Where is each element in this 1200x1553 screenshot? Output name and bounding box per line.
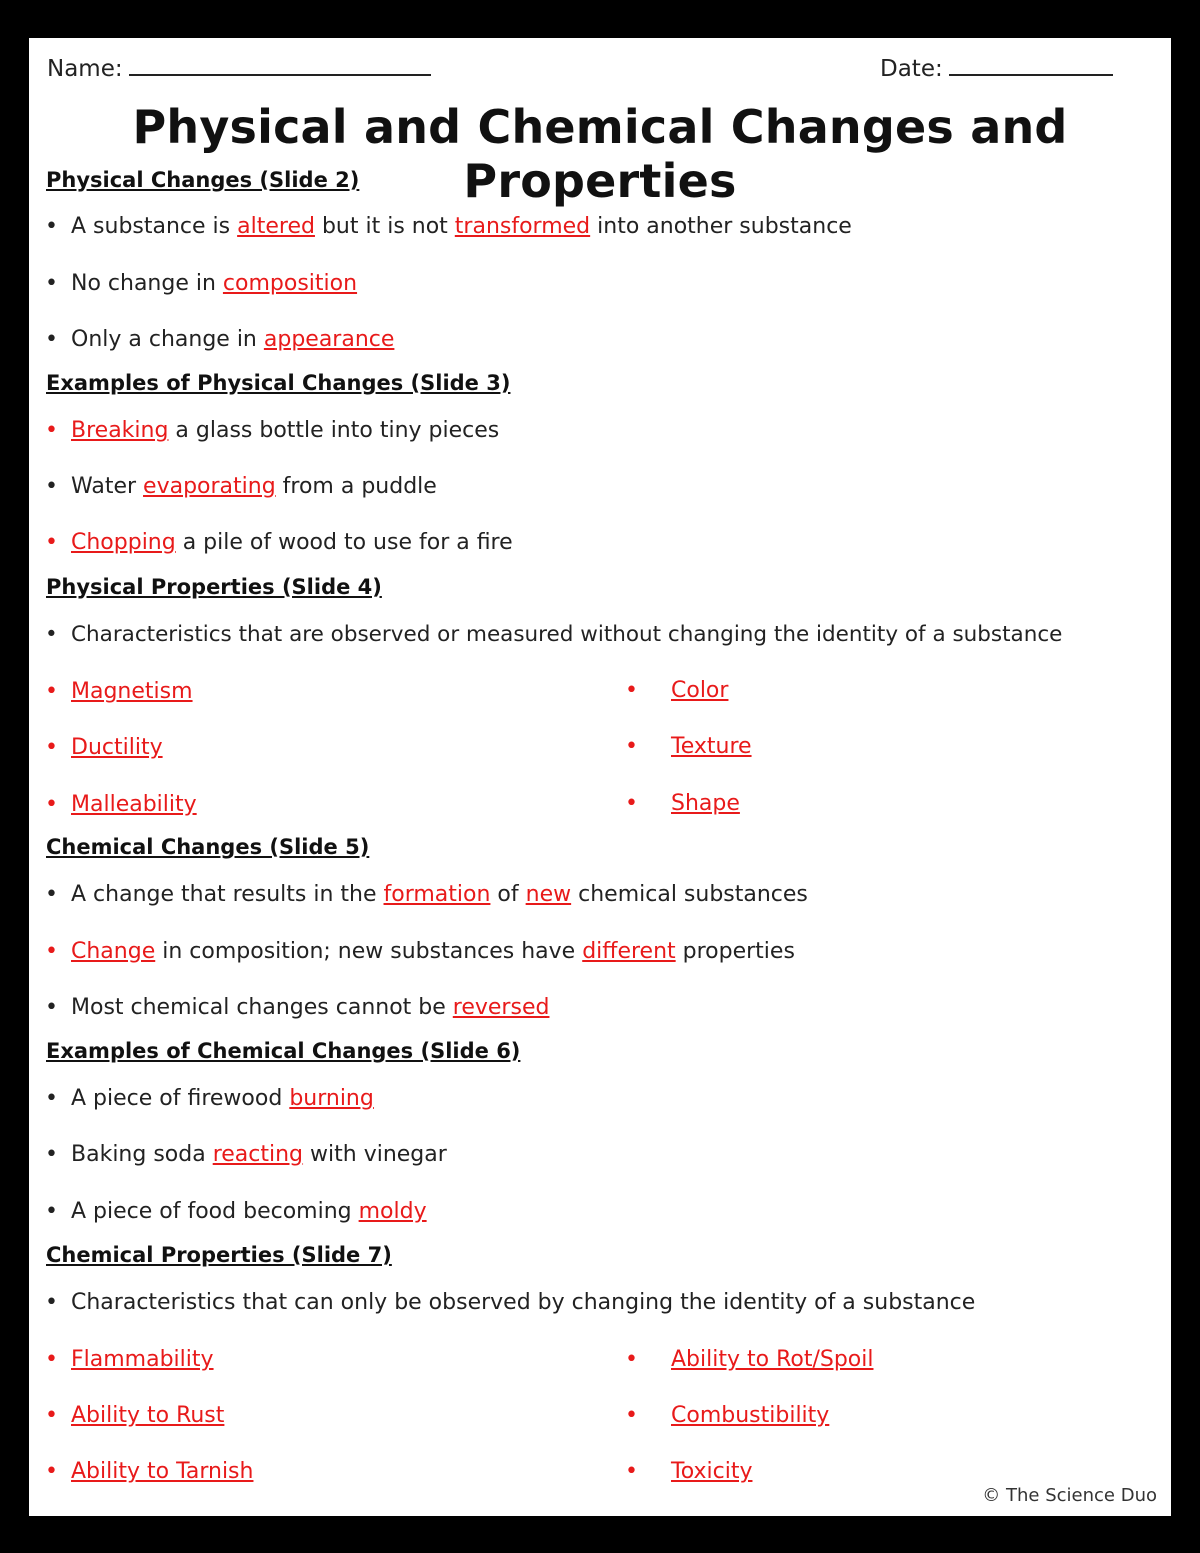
answer-fill: appearance (263, 327, 395, 352)
list-item: • Baking soda reacting with vinegar (45, 1142, 447, 1167)
list-item (625, 791, 740, 816)
heading-physical-examples: Examples of Physical Changes (Slide 3) (46, 371, 511, 395)
list-item: • Water evaporating from a puddle (45, 474, 437, 499)
name-label: Name: (47, 56, 123, 82)
bullet-icon: • (45, 1459, 58, 1484)
worksheet-page (29, 38, 1171, 1516)
heading-physical-properties: Physical Properties (Slide 4) (46, 575, 382, 599)
bullet-icon: • (625, 791, 638, 816)
list-item (625, 678, 728, 703)
list-item (625, 1459, 752, 1484)
answer-fill: transformed (454, 214, 591, 239)
bullet-icon: • (45, 1403, 58, 1428)
bullet-icon: • (45, 995, 58, 1020)
bullet-icon: • (45, 735, 58, 760)
bullet-icon: • (45, 418, 58, 443)
answer-fill: Flammability (71, 1347, 214, 1372)
answer-fill: Shape (671, 791, 740, 816)
answer-fill: Malleability (71, 792, 197, 817)
list-item (45, 1347, 214, 1372)
bullet-icon: • (625, 734, 638, 759)
list-item: • Most chemical changes cannot be reversed (45, 995, 550, 1020)
list-item: • A change that results in the formation of new chemical substances (45, 882, 808, 907)
bullet-icon: • (45, 474, 58, 499)
list-item: • Chopping a pile of wood to use for a fire (45, 530, 513, 555)
bullet-icon: • (45, 882, 58, 907)
list-item (625, 1403, 829, 1428)
list-item (45, 679, 193, 704)
bullet-icon: • (45, 1086, 58, 1111)
bullet-icon: • (45, 214, 58, 239)
heading-chemical-properties: Chemical Properties (Slide 7) (46, 1243, 392, 1267)
list-item: • A substance is altered but it is not transformed into another substance (45, 214, 852, 239)
bullet-icon: • (45, 271, 58, 296)
list-item: • A piece of firewood burning (45, 1086, 374, 1111)
answer-fill: reversed (452, 995, 550, 1020)
list-item: • Characteristics that can only be observed by changing the identity of a substance (45, 1290, 976, 1315)
bullet-icon: • (45, 1347, 58, 1372)
answer-fill: Combustibility (671, 1403, 830, 1428)
answer-fill: Ability to Tarnish (71, 1459, 254, 1484)
answer-fill: Ductility (71, 735, 163, 760)
date-line (880, 52, 1113, 82)
page-title: Physical and Chemical Changes and Properties (132, 100, 1068, 208)
bullet-icon: • (625, 1403, 638, 1428)
answer-fill: new (525, 882, 572, 907)
list-item (45, 1403, 224, 1428)
date-blank[interactable] (949, 52, 1113, 76)
list-item: • Breaking a glass bottle into tiny pieces (45, 418, 500, 443)
date-label: Date: (880, 56, 943, 82)
heading-chemical-changes: Chemical Changes (Slide 5) (46, 835, 370, 859)
answer-fill: reacting (212, 1142, 304, 1167)
bullet-icon: • (625, 1459, 638, 1484)
bullet-icon: • (45, 622, 58, 647)
list-item: • A piece of food becoming moldy (45, 1199, 427, 1224)
bullet-icon: • (45, 1142, 58, 1167)
answer-fill: evaporating (143, 474, 276, 499)
list-item: • Characteristics that are observed or measured without changing the identity of a substance (45, 622, 1063, 647)
bullet-icon: • (45, 939, 58, 964)
bullet-icon: • (45, 327, 58, 352)
answer-fill: Change (71, 939, 156, 964)
bullet-icon: • (45, 679, 58, 704)
name-line (47, 52, 431, 82)
answer-fill: moldy (358, 1199, 427, 1224)
answer-fill: Texture (671, 734, 752, 759)
list-item: • No change in composition (45, 271, 358, 296)
answer-fill: burning (289, 1086, 374, 1111)
bullet-icon: • (625, 1347, 638, 1372)
bullet-icon: • (45, 1290, 58, 1315)
answer-fill: formation (383, 882, 491, 907)
heading-chemical-examples: Examples of Chemical Changes (Slide 6) (46, 1039, 521, 1063)
answer-fill: Chopping (71, 530, 176, 555)
answer-fill: composition (222, 271, 358, 296)
answer-fill: different (582, 939, 676, 964)
name-blank[interactable] (129, 52, 431, 76)
answer-fill: Toxicity (671, 1459, 753, 1484)
answer-fill: Magnetism (71, 679, 193, 704)
copyright-footer: © The Science Duo (982, 1485, 1157, 1506)
bullet-icon: • (625, 678, 638, 703)
list-item: • Change in composition; new substances have different properties (45, 939, 795, 964)
bullet-icon: • (45, 530, 58, 555)
answer-fill: Ability to Rot/Spoil (671, 1347, 874, 1372)
answer-fill: Breaking (71, 418, 169, 443)
answer-fill: Color (671, 678, 729, 703)
list-item (45, 735, 163, 760)
list-item: • Only a change in appearance (45, 327, 395, 352)
list-item (45, 792, 197, 817)
list-item (625, 1347, 873, 1372)
heading-physical-changes: Physical Changes (Slide 2) (46, 168, 360, 192)
list-item (45, 1459, 253, 1484)
answer-fill: altered (237, 214, 315, 239)
answer-fill: Ability to Rust (71, 1403, 225, 1428)
list-item (625, 734, 752, 759)
bullet-icon: • (45, 1199, 58, 1224)
bullet-icon: • (45, 792, 58, 817)
